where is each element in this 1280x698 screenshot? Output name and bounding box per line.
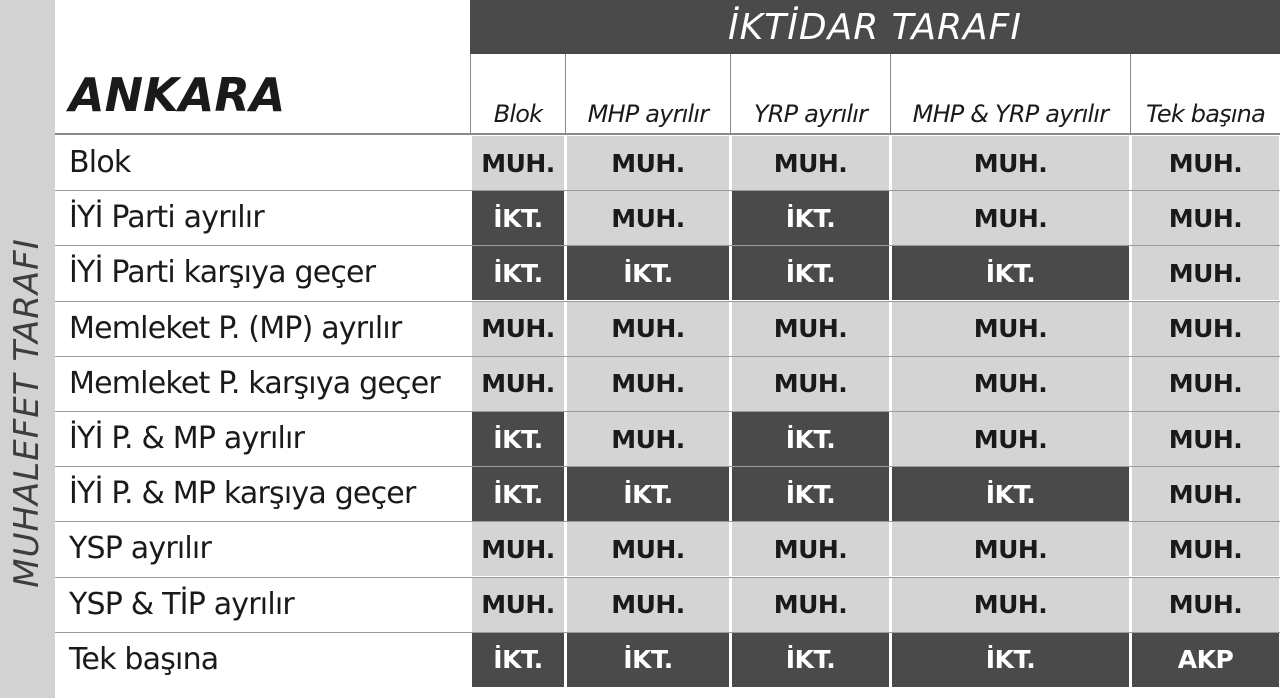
- table-cell: MUH.: [472, 522, 564, 576]
- table-cell: MUH.: [472, 357, 564, 411]
- table-cell: MUH.: [1132, 357, 1279, 411]
- row-label: İYİ P. & MP karşıya geçer: [69, 476, 416, 512]
- column-header: Tek başına: [1130, 54, 1280, 134]
- row-label: Memleket P. (MP) ayrılır: [69, 310, 402, 346]
- table-cell: MUH.: [472, 136, 564, 190]
- table-cell: İKT.: [732, 633, 889, 687]
- table-cell: MUH.: [732, 136, 889, 190]
- table-cell: İKT.: [472, 412, 564, 466]
- table-cell: İKT.: [892, 633, 1129, 687]
- table-cell: MUH.: [472, 578, 564, 632]
- table-cell: MUH.: [892, 412, 1129, 466]
- table-cell: İKT.: [567, 633, 729, 687]
- table-cell: İKT.: [732, 246, 889, 300]
- row-label: Memleket P. karşıya geçer: [69, 365, 440, 401]
- table-cell: MUH.: [1132, 246, 1279, 300]
- table-cell: MUH.: [892, 136, 1129, 190]
- side-strip: [0, 0, 55, 698]
- table-cell: MUH.: [892, 522, 1129, 576]
- column-header: MHP ayrılır: [565, 54, 730, 134]
- table-cell: MUH.: [732, 578, 889, 632]
- side-label: MUHALEFET TARAFI: [7, 238, 47, 588]
- table-cell: İKT.: [892, 246, 1129, 300]
- table-cell: MUH.: [1132, 522, 1279, 576]
- row-label: Tek başına: [69, 641, 219, 677]
- row-label: Blok: [69, 145, 131, 180]
- table-cell: MUH.: [732, 302, 889, 356]
- table-cell: MUH.: [567, 522, 729, 576]
- table-cell: İKT.: [472, 246, 564, 300]
- table-cell: MUH.: [1132, 412, 1279, 466]
- table-cell: MUH.: [1132, 578, 1279, 632]
- table-cell: İKT.: [567, 246, 729, 300]
- table-cell: MUH.: [1132, 191, 1279, 245]
- table-cell: MUH.: [567, 191, 729, 245]
- table-cell: İKT.: [472, 633, 564, 687]
- table-cell: MUH.: [732, 522, 889, 576]
- column-group-banner: İKTİDAR TARAFI: [470, 0, 1280, 54]
- table-cell: MUH.: [892, 191, 1129, 245]
- table-cell: MUH.: [892, 578, 1129, 632]
- table-cell: MUH.: [1132, 467, 1279, 521]
- table-cell: MUH.: [567, 412, 729, 466]
- row-label: YSP ayrılır: [69, 531, 212, 567]
- table-cell: MUH.: [567, 302, 729, 356]
- table-cell: MUH.: [567, 357, 729, 411]
- table-cell: MUH.: [1132, 136, 1279, 190]
- table-cell: MUH.: [567, 136, 729, 190]
- table-cell: AKP: [1132, 633, 1279, 687]
- table-cell: İKT.: [732, 412, 889, 466]
- table-title: ANKARA: [69, 68, 286, 122]
- table-cell: İKT.: [472, 191, 564, 245]
- table-cell: MUH.: [472, 302, 564, 356]
- row-label: İYİ P. & MP ayrılır: [69, 421, 305, 456]
- results-table: [55, 0, 1280, 698]
- row-label: YSP & TİP ayrılır: [69, 586, 294, 622]
- table-cell: İKT.: [472, 467, 564, 521]
- table-cell: MUH.: [892, 357, 1129, 411]
- table-cell: İKT.: [732, 191, 889, 245]
- row-label: İYİ Parti ayrılır: [69, 200, 264, 236]
- table-cell: MUH.: [567, 578, 729, 632]
- column-header: Blok: [470, 54, 565, 134]
- table-cell: İKT.: [732, 467, 889, 521]
- row-label: İYİ Parti karşıya geçer: [69, 255, 376, 291]
- column-header: YRP ayrılır: [730, 54, 890, 134]
- table-cell: İKT.: [892, 467, 1129, 521]
- table-cell: MUH.: [1132, 302, 1279, 356]
- table-cell: İKT.: [567, 467, 729, 521]
- column-header: MHP & YRP ayrılır: [890, 54, 1130, 134]
- table-cell: MUH.: [892, 302, 1129, 356]
- table-cell: MUH.: [732, 357, 889, 411]
